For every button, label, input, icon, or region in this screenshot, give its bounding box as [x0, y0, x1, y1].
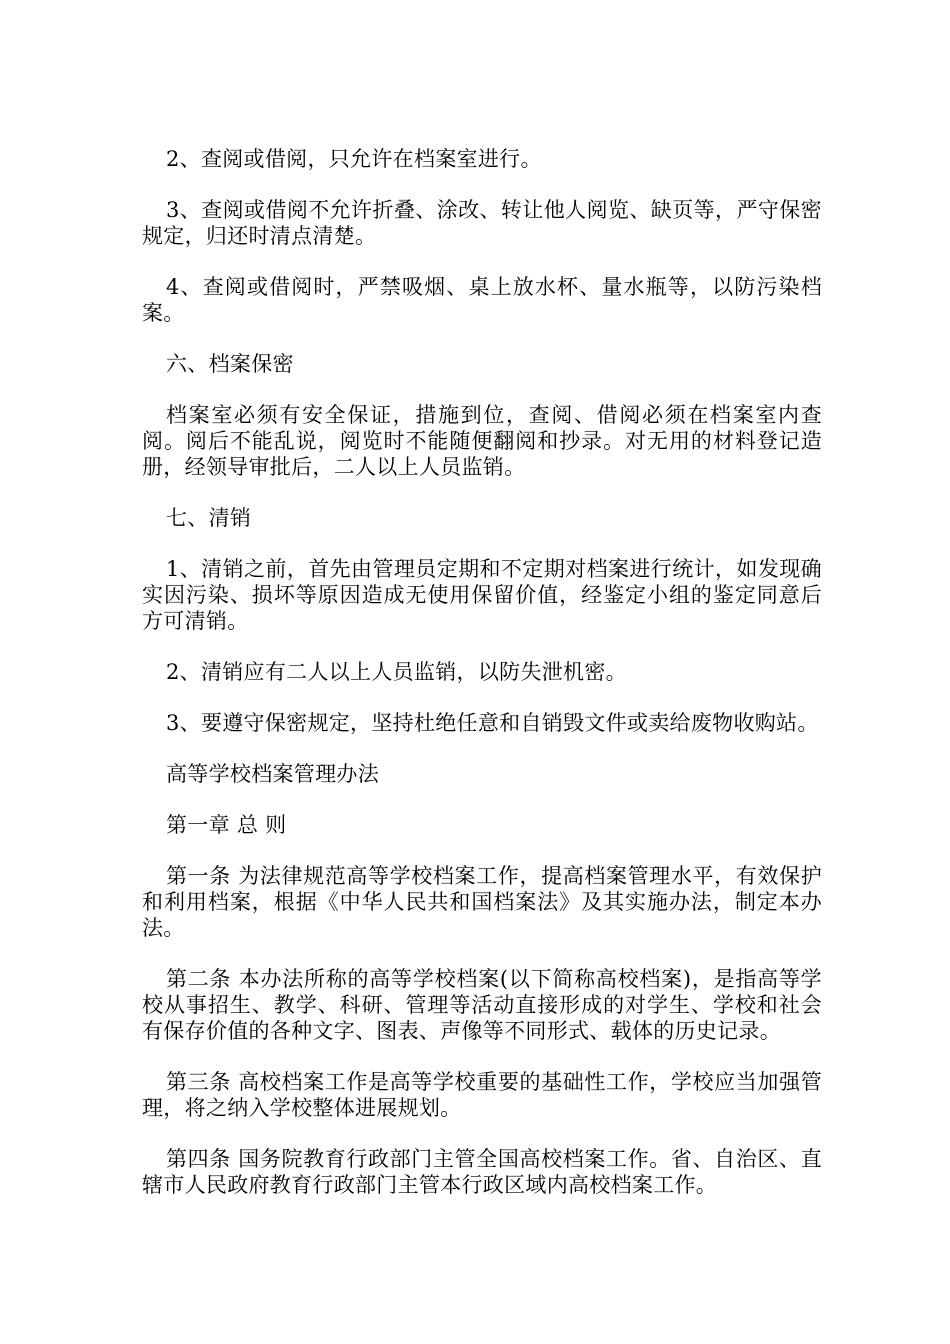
article-4: 第四条 国务院教育行政部门主管全国高校档案工作。省、自治区、直辖市人民政府教育行政部门主管本行政区域内高校档案工作。 — [142, 1147, 822, 1197]
document-body — [142, 146, 822, 1223]
paragraph-destruction-3: 3、要遵守保密规定，坚持杜绝任意和自销毁文件或卖给废物收购站。 — [166, 711, 819, 735]
paragraph-consult-prohibitions: 4、查阅或借阅时，严禁吸烟、桌上放水杯、量水瓶等，以防污染档案。 — [142, 275, 822, 325]
chapter-heading: 第一章 总 则 — [166, 813, 287, 837]
article-3: 第三条 高校档案工作是高等学校重要的基础性工作，学校应当加强管理，将之纳入学校整体进展规划。 — [142, 1070, 822, 1120]
article-2: 第二条 本办法所称的高等学校档案(以下简称高校档案)，是指高等学校从事招生、教学、科研、管理等活动直接形成的对学生、学校和社会有保存价值的各种文字、图表、声像等不同形式、载体的历史记录。 — [142, 967, 822, 1043]
document-title: 高等学校档案管理办法 — [166, 762, 379, 786]
paragraph-destruction-1: 1、清销之前，首先由管理员定期和不定期对档案进行统计，如发现确实因污染、损坏等原因造成无使用保留价值，经鉴定小组的鉴定同意后方可清销。 — [142, 557, 822, 633]
paragraph-destruction-2: 2、清销应有二人以上人员监销，以防失泄机密。 — [166, 660, 627, 684]
section-heading-destruction: 七、清销 — [166, 506, 252, 530]
article-1: 第一条 为法律规范高等学校档案工作，提高档案管理水平，有效保护和利用档案，根据《中华人民共和国档案法》及其实施办法，制定本办法。 — [142, 864, 822, 940]
section-heading-confidentiality: 六、档案保密 — [166, 352, 294, 376]
paragraph-confidentiality: 档案室必须有安全保证，措施到位，查阅、借阅必须在档案室内查阅。阅后不能乱说，阅览时不能随便翻阅和抄录。对无用的材料登记造册，经领导审批后，二人以上人员监销。 — [142, 403, 822, 479]
paragraph-consult-location: 2、查阅或借阅，只允许在档案室进行。 — [166, 147, 542, 171]
paragraph-consult-rules: 3、查阅或借阅不允许折叠、涂改、转让他人阅览、缺页等，严守保密规定，归还时清点清楚。 — [142, 198, 822, 248]
